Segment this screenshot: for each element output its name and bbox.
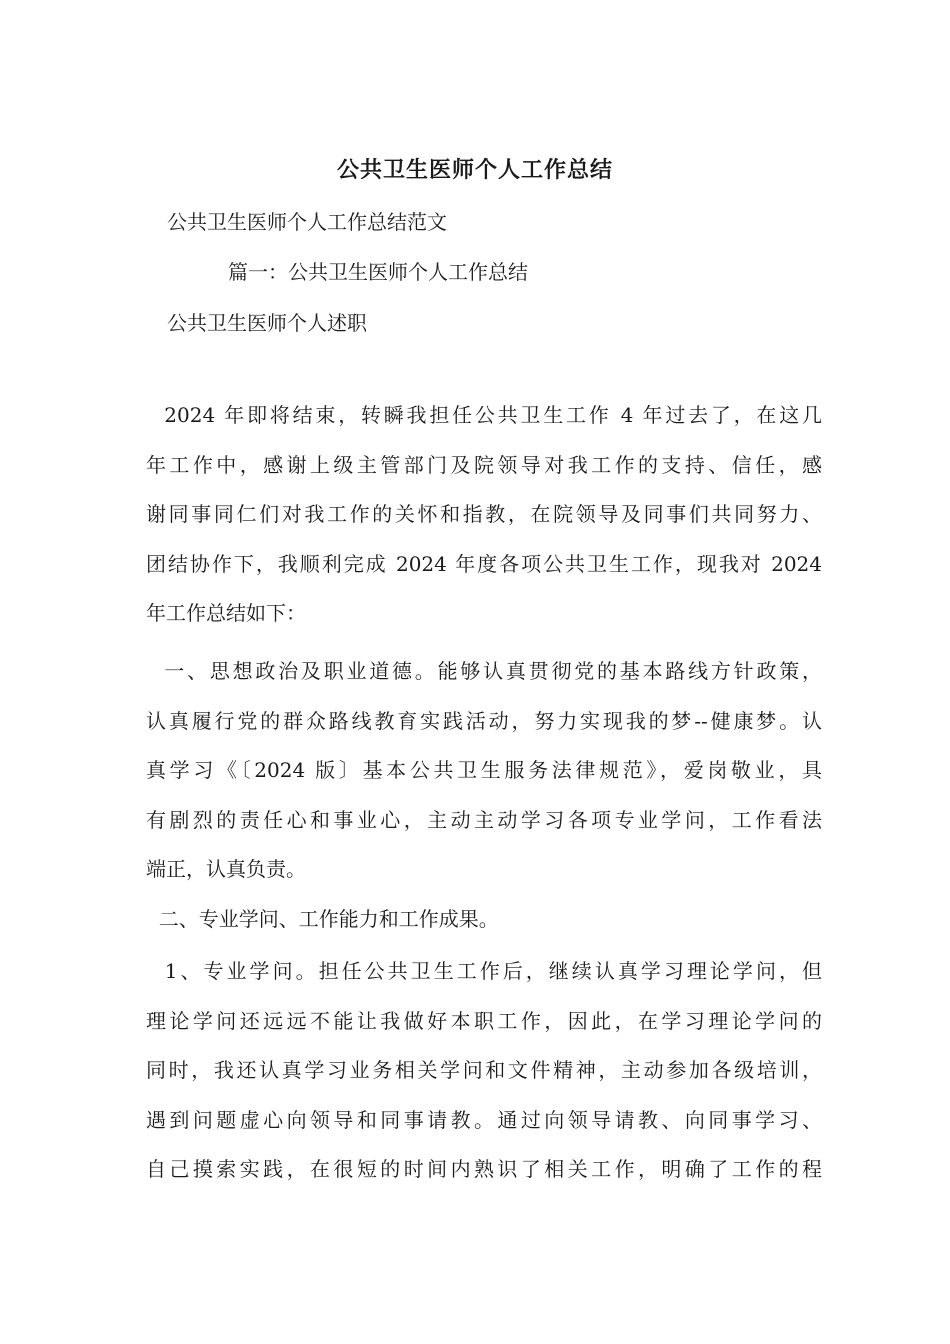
paragraph-line: 团结协作下，我顺利完成 2024 年度各项公共卫生工作，现我对 2024 [146, 551, 822, 576]
paragraph-section-two-heading [146, 903, 822, 953]
paragraph-line: 同时，我还认真学习业务相关学问和文件精神，主动参加各级培训， [146, 1058, 822, 1082]
document-title: 公共卫生医师个人工作总结 [336, 157, 613, 183]
paragraph-political-ethics [146, 655, 822, 903]
paragraph-line: 认真履行党的群众路线教育实践活动，努力实现我的梦--健康梦。认 [146, 708, 822, 733]
paragraph-line: 真学习《〔2024 版〕基本公共卫生服务法律规范》，爱岗敬业，具 [146, 758, 822, 782]
paragraph-intro [146, 399, 822, 647]
subtitle-personal-report: 公共卫生医师个人述职 [167, 311, 367, 335]
paragraph-line: 自己摸索实践，在很短的时间内熟识了相关工作，明确了工作的程 [146, 1157, 822, 1181]
paragraph-line: 年工作中，感谢上级主管部门及院领导对我工作的支持、信任，感 [146, 452, 822, 477]
paragraph-line: 端正，认真负责。 [146, 857, 306, 881]
paragraph-line: 有剧烈的责任心和事业心，主动主动学习各项专业学问，工作看法 [146, 807, 822, 832]
paragraph-line: 二、专业学问、工作能力和工作成果。 [146, 907, 499, 931]
subtitle-chapter-one: 篇一：公共卫生医师个人工作总结 [228, 260, 528, 284]
paragraph-professional-knowledge [146, 955, 822, 1203]
paragraph-line: 遇到问题虚心向领导和同事请教。通过向领导请教、向同事学习、 [146, 1107, 822, 1132]
paragraph-line: 年工作总结如下： [146, 601, 306, 625]
paragraph-line: 一、思想政治及职业道德。能够认真贯彻党的基本路线方针政策， [146, 659, 822, 683]
paragraph-line: 理论学问还远远不能让我做好本职工作，因此，在学习理论学问的 [146, 1008, 822, 1033]
paragraph-line: 1、专业学问。担任公共卫生工作后，继续认真学习理论学问，但 [146, 959, 822, 983]
subtitle-sample-essay: 公共卫生医师个人工作总结范文 [167, 210, 447, 234]
paragraph-line: 2024 年即将结束，转瞬我担任公共卫生工作 4 年过去了，在这几 [146, 403, 822, 427]
paragraph-line: 谢同事同仁们对我工作的关怀和指教，在院领导及同事们共同努力、 [146, 502, 822, 526]
